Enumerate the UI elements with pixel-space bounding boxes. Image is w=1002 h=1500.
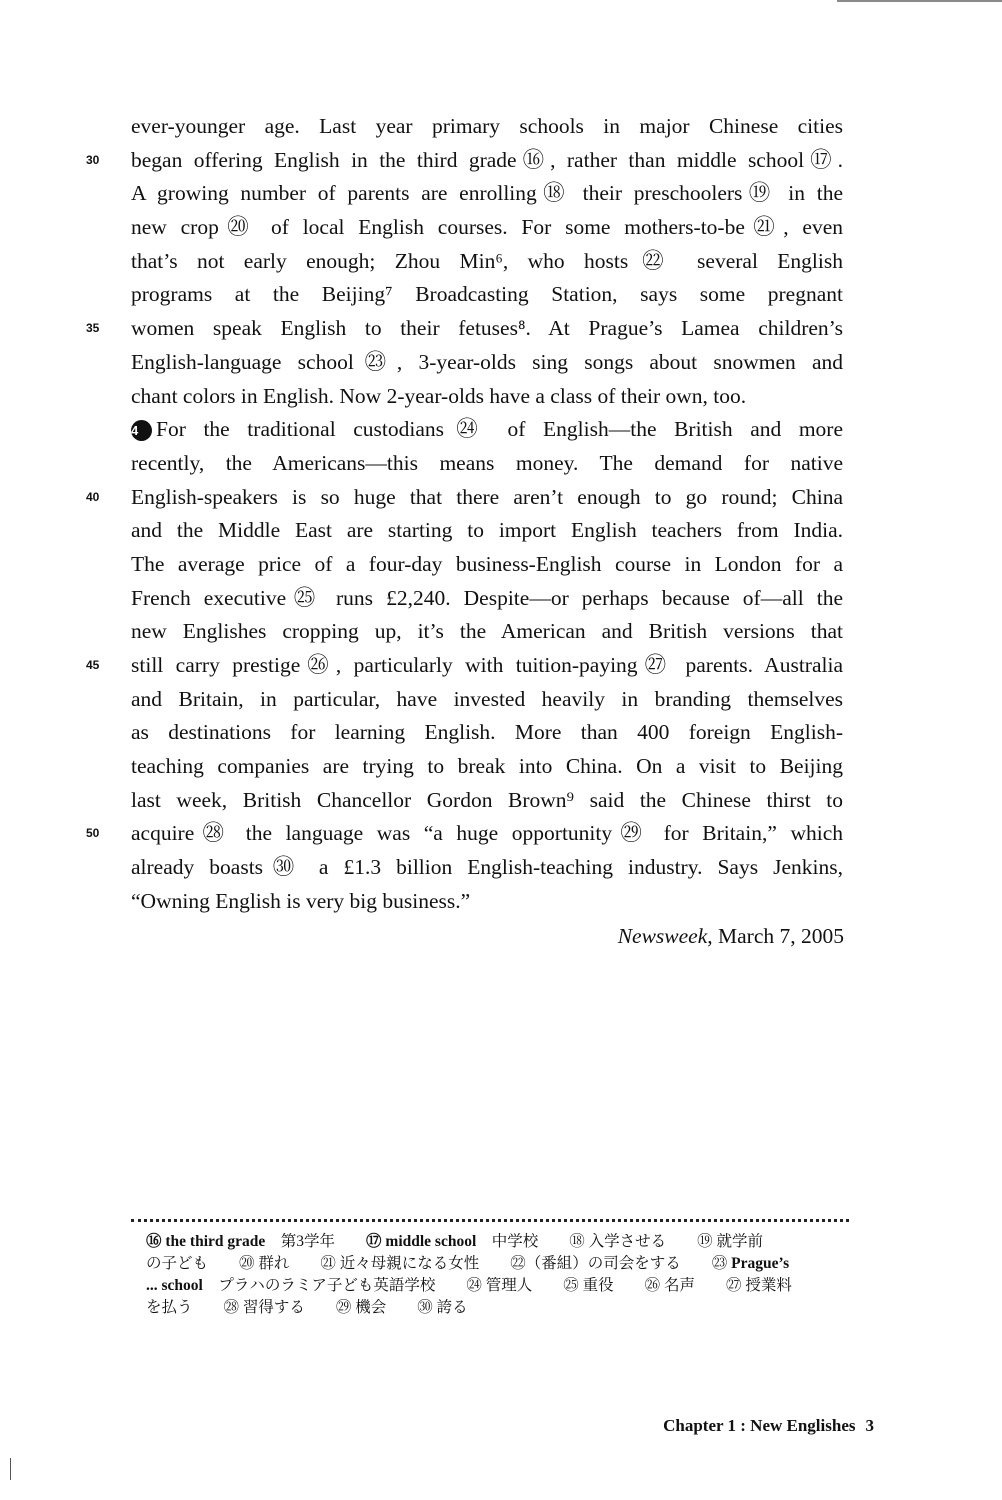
text-line [131, 211, 843, 245]
glossary-line [146, 1253, 846, 1275]
text-line [131, 413, 843, 447]
glossary-term: ⑰ middle school [366, 1233, 477, 1250]
line-text: A growing number of parents are enrolling⑱ their preschoolers⑲ in the [131, 181, 843, 206]
paragraph-number-badge: 4 [131, 420, 152, 441]
text-line [86, 649, 843, 683]
top-edge-rule [837, 0, 1002, 2]
line-text: that’s not early enough; Zhou Min⁶, who hosts㉒ several English [131, 248, 843, 273]
line-text: teaching companies are trying to break into China. On a visit to Beijing [131, 754, 843, 779]
text-line [131, 615, 843, 649]
line-text: For the traditional custodians㉔ of English—the British and more [156, 417, 843, 442]
line-text: programs at the Beijing⁷ Broadcasting Station, says some pregnant [131, 282, 843, 307]
text-line [131, 514, 843, 548]
line-text: and the Middle East are starting to import English teachers from India. [131, 518, 843, 543]
glossary-definition: 第3学年 [265, 1233, 367, 1250]
text-line [131, 380, 843, 414]
line-text: English-language school㉓, 3-year-olds sing songs about snowmen and [131, 349, 843, 374]
line-text: new Englishes cropping up, it’s the American and British versions that [131, 619, 843, 644]
text-line [86, 817, 843, 851]
glossary-definition: の子ども ⑳ 群れ ㉑ 近々母親になる女性 ㉒（番組）の司会をする ㉓ [146, 1255, 732, 1272]
glossary-definition: 中学校 ⑱ 入学させる ⑲ 就学前 [476, 1233, 764, 1250]
line-text: last week, British Chancellor Gordon Brown⁹ said the Chinese thirst to [131, 787, 843, 812]
glossary-line [146, 1275, 846, 1297]
line-text: still carry prestige㉖, particularly with tuition-paying㉗ parents. Australia [131, 653, 843, 677]
text-line [131, 278, 843, 312]
line-text: already boasts㉚ a £1.3 billion English-teaching industry. Says Jenkins, [131, 855, 843, 880]
margin-mark [10, 1458, 11, 1480]
text-line [86, 144, 843, 178]
text-line [86, 481, 843, 515]
text-line [131, 582, 843, 616]
line-number: 45 [86, 658, 100, 672]
line-number: 50 [86, 826, 100, 841]
text-line [131, 683, 843, 717]
glossary-divider [131, 1219, 849, 1222]
glossary-definition: プラハのラミア子ども英語学校 ㉔ 管理人 ㉕ 重役 ㉖ 名声 ㉗ 授業料 [202, 1277, 792, 1294]
line-text: ever-younger age. Last year primary schools in major Chinese cities [131, 114, 843, 138]
line-text: The average price of a four-day business-English course in London for a [131, 551, 843, 576]
glossary-line [146, 1297, 846, 1319]
text-line [131, 716, 843, 750]
glossary-line [146, 1231, 846, 1253]
glossary-term: ⑯ the third grade [146, 1233, 266, 1250]
line-text: women speak English to their fetuses⁸. At Prague’s Lamea children’s [131, 316, 843, 341]
line-text: acquire㉘ the language was “a huge opportunity㉙ for Britain,” which [131, 821, 843, 846]
text-line [131, 548, 843, 582]
text-line [131, 784, 843, 818]
article-body [86, 110, 843, 919]
line-text: French executive㉕ runs £2,240. Despite—or perhaps because of—all the [131, 585, 843, 610]
page-number: 3 [865, 1416, 874, 1435]
page-footer [663, 1416, 874, 1436]
article-source [618, 920, 844, 953]
glossary-term: ... school [146, 1277, 203, 1294]
text-line [131, 885, 843, 919]
source-date: , March 7, 2005 [707, 924, 844, 948]
vocabulary-notes [146, 1231, 846, 1319]
text-line [131, 177, 843, 211]
line-text: chant colors in English. Now 2-year-olds have a class of their own, too. [131, 383, 747, 408]
text-line [131, 851, 843, 885]
glossary-term: Prague’s [731, 1255, 790, 1272]
text-line [131, 750, 843, 784]
line-text: began offering English in the third grade⑯, rather than middle school⑰. [131, 147, 843, 172]
text-line [86, 312, 843, 346]
line-text: new crop⑳ of local English courses. For some mothers-to-be㉑, even [131, 215, 843, 240]
text-line [131, 245, 843, 279]
chapter-title: Chapter 1 : New Englishes [663, 1416, 856, 1435]
glossary-definition: を払う ㉘ 習得する ㉙ 機会 ㉚ 誇る [146, 1299, 468, 1316]
text-line [131, 110, 843, 144]
text-line [131, 346, 843, 380]
line-text: recently, the Americans—this means money. The demand for native [131, 450, 843, 475]
text-line [131, 447, 843, 481]
line-text: and Britain, in particular, have invested heavily in branding themselves [131, 686, 843, 711]
line-number: 40 [86, 489, 100, 504]
line-number: 30 [86, 152, 100, 167]
line-text: “Owning English is very big business.” [131, 888, 471, 913]
line-number: 35 [86, 321, 100, 336]
source-publication: Newsweek [617, 924, 708, 948]
line-text: English-speakers is so huge that there aren’t enough to go round; China [131, 484, 843, 509]
line-text: as destinations for learning English. More than 400 foreign English- [131, 720, 843, 745]
